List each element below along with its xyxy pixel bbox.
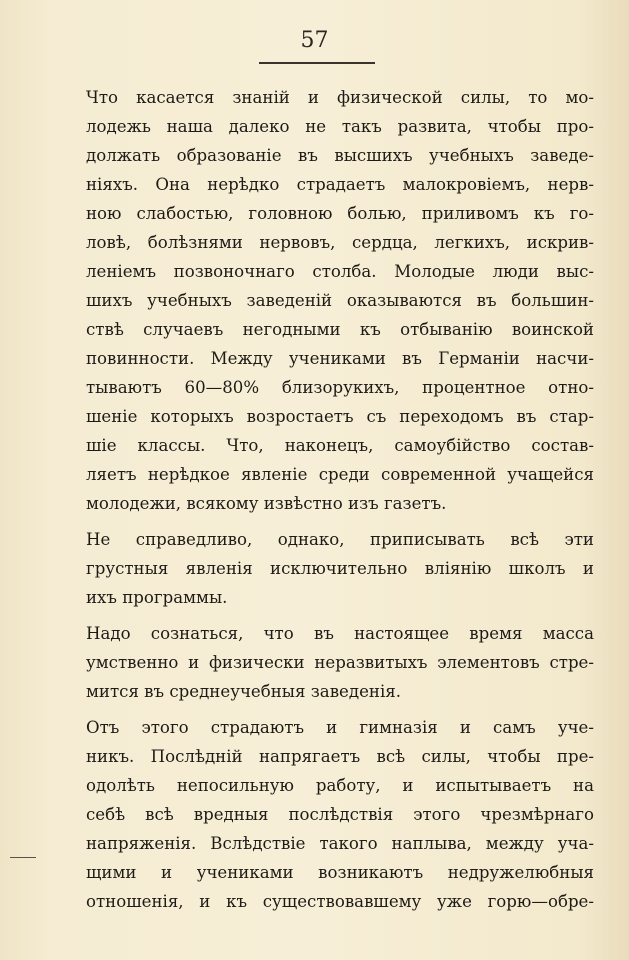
paragraph-4 xyxy=(86,713,594,916)
paragraph-2 xyxy=(86,525,594,612)
text-line: никъ. Послѣдній напрягаетъ всѣ силы, чтобы пре- xyxy=(86,747,594,766)
text-line: Что касается знаній и физической силы, то мо- xyxy=(86,88,594,107)
text-line: ною слабостью, головною болью, приливомъ къ го- xyxy=(86,204,594,223)
body-text xyxy=(86,83,594,916)
text-line: умственно и физически неразвитыхъ элементовъ стре- xyxy=(86,653,594,672)
text-line: Не справедливо, однако, приписывать всѣ эти xyxy=(86,530,594,549)
text-line: повинности. Между учениками въ Германіи насчи- xyxy=(86,349,594,368)
paragraph-gap xyxy=(86,706,594,713)
text-line: шихъ учебныхъ заведеній оказываются въ большин- xyxy=(86,291,594,310)
text-line: Надо сознаться, что въ настоящее время масса xyxy=(86,624,594,643)
text-line: мится въ среднеучебныя заведенія. xyxy=(86,682,401,701)
text-line: себѣ всѣ вредныя послѣдствія этого чрезмѣрнаго xyxy=(86,805,594,824)
text-line: ловѣ, болѣзнями нервовъ, сердца, легкихъ, искрив- xyxy=(86,233,594,252)
margin-mark xyxy=(10,857,36,858)
text-line: ляетъ нерѣдкое явленіе среди современной учащейся xyxy=(86,465,594,484)
text-line: ствѣ случаевъ негодными къ отбыванію воинской xyxy=(86,320,594,339)
text-line: шіе классы. Что, наконецъ, самоубійство состав- xyxy=(86,436,594,455)
text-line: Отъ этого страдаютъ и гимназія и самъ уче- xyxy=(86,718,594,737)
text-line: тываютъ 60—80% близорукихъ, процентное отно- xyxy=(86,378,594,397)
paragraph-gap xyxy=(86,612,594,619)
text-line: ихъ программы. xyxy=(86,588,228,607)
paragraph-1 xyxy=(86,83,594,518)
paragraph-3 xyxy=(86,619,594,706)
text-line: грустныя явленія исключительно вліянію школъ и xyxy=(86,559,594,578)
text-line: щими и учениками возникаютъ недружелюбныя xyxy=(86,863,594,882)
text-line: отношенія, и къ существовавшему уже горю—обре- xyxy=(86,892,594,911)
text-line: ніяхъ. Она нерѣдко страдаетъ малокровіемъ, нерв- xyxy=(86,175,594,194)
text-line: леніемъ позвоночнаго столба. Молодые люди выс- xyxy=(86,262,594,281)
text-line: лодежь наша далеко не такъ развита, чтобы про- xyxy=(86,117,594,136)
text-line: одолѣть непосильную работу, и испытываетъ на xyxy=(86,776,594,795)
text-line: шеніе которыхъ возростаетъ съ переходомъ въ стар- xyxy=(86,407,594,426)
paragraph-gap xyxy=(86,518,594,525)
text-line: должать образованіе въ высшихъ учебныхъ заведе- xyxy=(86,146,594,165)
page-number: 57 xyxy=(300,28,329,53)
text-line: молодежи, всякому извѣстно изъ газетъ. xyxy=(86,494,447,513)
header-rule xyxy=(259,62,375,64)
text-line: напряженія. Вслѣдствіе такого наплыва, между уча- xyxy=(86,834,594,853)
